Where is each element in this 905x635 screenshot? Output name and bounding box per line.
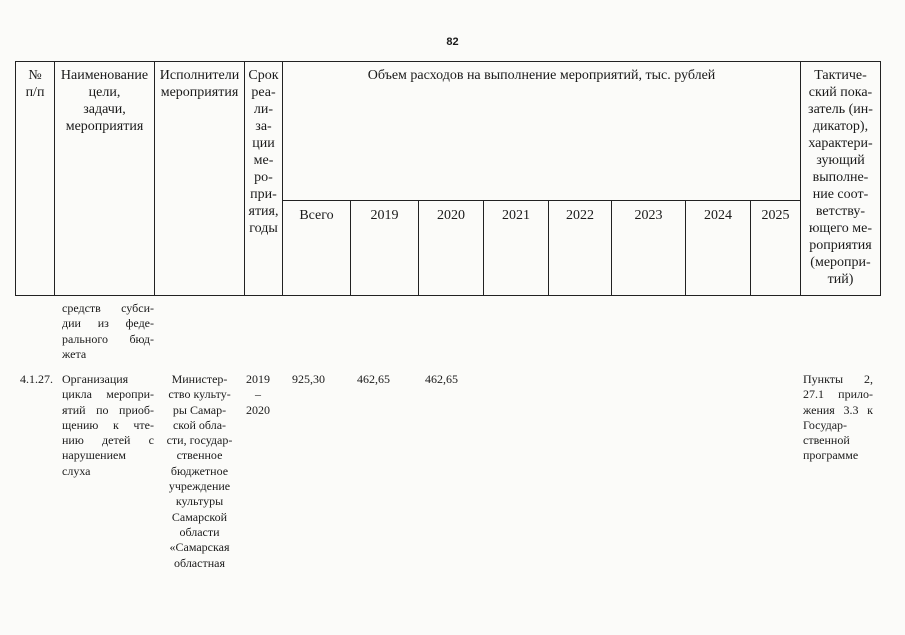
text-line: щению к чте- [62, 417, 154, 432]
table-top-border [15, 61, 881, 62]
text-line: рального бюд- [62, 331, 154, 346]
header-line: Наименование [60, 68, 149, 83]
header-col-2025: 2025 [761, 208, 790, 223]
text-line: ственной [803, 433, 850, 448]
row-2019: 462,65 [357, 372, 390, 386]
header-col-2024: 2024 [704, 208, 732, 223]
header-line: ли- [253, 102, 274, 117]
header-line: тий) [827, 272, 854, 287]
header-line: Исполнители [159, 68, 240, 83]
row-indicator [803, 372, 873, 464]
header-line: дикатор), [812, 119, 869, 134]
text-line: нарушением [62, 448, 126, 463]
header-line: задачи, [83, 102, 126, 117]
header-line: за- [255, 119, 272, 134]
header-line: роприятия [809, 238, 872, 253]
text-line: ство культу- [168, 387, 231, 402]
header-line: ции [252, 136, 275, 151]
header-line: выполне- [812, 170, 869, 185]
header-col-executors [155, 67, 244, 101]
row-name [62, 372, 154, 479]
text-line: 2020 [246, 402, 270, 417]
text-line: – [255, 387, 261, 402]
header-line: зующий [816, 153, 865, 168]
text-line: нию детей с [62, 433, 154, 448]
grid-line [880, 61, 881, 296]
text-line: Министер- [171, 372, 228, 386]
continuation-text [62, 301, 154, 362]
row-term [245, 372, 271, 418]
header-col-2023: 2023 [634, 208, 663, 223]
header-line: ветству- [815, 204, 866, 219]
text-line: ры Самар- [172, 402, 227, 417]
header-col-total: Всего [299, 208, 334, 223]
text-line: ской обла- [172, 417, 227, 432]
header-line: Тактиче- [814, 68, 867, 83]
grid-line [282, 61, 283, 296]
text-line: Самарской [171, 509, 228, 524]
header-line: ние соот- [812, 187, 869, 202]
text-line: областная [174, 555, 225, 570]
header-col-2021: 2021 [502, 208, 530, 223]
header-line: ятия, [248, 204, 279, 219]
text-line: учреждение [168, 479, 231, 494]
text-line: программе [803, 448, 859, 463]
text-line: 27.1 прило- [803, 387, 873, 402]
header-line: № [28, 68, 42, 83]
text-line: жения 3.3 к [803, 402, 873, 417]
header-line: годы [249, 221, 278, 236]
header-bottom-border [15, 295, 881, 296]
header-line: Срок [248, 68, 279, 83]
text-line: культуры [175, 494, 224, 509]
header-line: мероприятия [65, 119, 144, 134]
text-line: ятий по приоб- [62, 402, 154, 417]
header-line: ме- [253, 153, 274, 168]
header-col-2019: 2019 [370, 208, 399, 223]
header-col-name [55, 67, 154, 135]
text-line: жета [62, 346, 87, 361]
years-row-border [282, 200, 800, 201]
text-line: Пункты 2, [803, 372, 873, 386]
header-line: цели, [88, 85, 121, 100]
text-line: дии из феде- [62, 316, 154, 331]
text-line: «Самарская [169, 540, 230, 555]
text-line: цикла меропри- [62, 387, 154, 402]
page-number: 82 [446, 36, 459, 48]
row-number: 4.1.27. [20, 372, 53, 386]
header-col-indicator [801, 67, 880, 288]
header-line: ющего ме- [808, 221, 873, 236]
text-line: области [179, 524, 220, 539]
header-line: ский пока- [808, 85, 873, 100]
header-line: затель (ин- [808, 102, 873, 117]
row-executors [155, 372, 244, 571]
header-line: реа- [251, 85, 276, 100]
text-line: Организация [62, 372, 129, 386]
text-line: Государ- [803, 417, 848, 432]
row-2020: 462,65 [425, 372, 458, 386]
header-col-term [245, 67, 282, 237]
header-col-2022: 2022 [566, 208, 594, 223]
text-line: сти, государ- [166, 433, 233, 448]
header-col-2020: 2020 [437, 208, 465, 223]
text-line: слуха [62, 463, 91, 478]
header-line: (меропри- [810, 255, 871, 270]
header-col-number [16, 67, 54, 101]
text-line: 2019 [246, 372, 270, 386]
text-line: бюджетное [170, 463, 229, 478]
text-line: ственное [176, 448, 223, 463]
header-expenses-group: Объем расходов на выполнение мероприятий, тыс. рублей [367, 68, 716, 83]
header-line: мероприятия [160, 85, 239, 100]
row-total: 925,30 [292, 372, 325, 386]
header-line: п/п [25, 85, 45, 100]
header-line: при- [250, 187, 277, 202]
header-line: ро- [254, 170, 273, 185]
header-line: характери- [808, 136, 873, 151]
text-line: средств субси- [62, 301, 154, 315]
